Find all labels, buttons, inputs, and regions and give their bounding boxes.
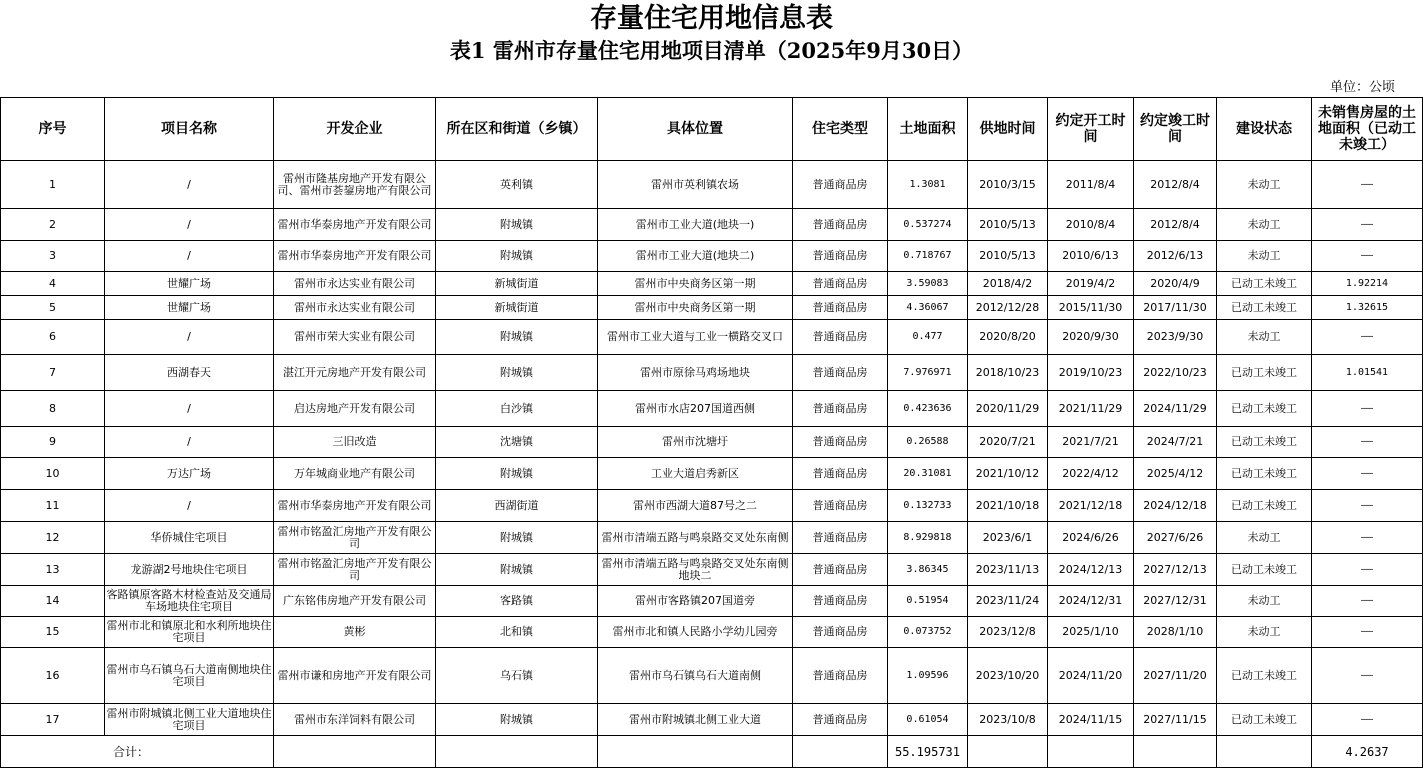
- cell-index: 17: [1, 704, 105, 736]
- cell-district: 附城镇: [436, 355, 598, 391]
- cell-status: 已动工未竣工: [1217, 490, 1312, 522]
- cell-location: 工业大道启秀新区: [598, 458, 793, 490]
- cell-housing-type: 普通商品房: [793, 391, 888, 427]
- cell-start-date: 2010/6/13: [1048, 241, 1134, 272]
- cell-unsold-area: ——: [1312, 427, 1423, 458]
- cell-district: 西湖街道: [436, 490, 598, 522]
- cell-developer: 三旧改造: [274, 427, 436, 458]
- cell-developer: 雷州市荣大实业有限公司: [274, 320, 436, 355]
- cell-location: 雷州市工业大道(地块一): [598, 209, 793, 241]
- cell-index: 13: [1, 554, 105, 586]
- cell-project-name: /: [105, 161, 274, 209]
- cell-project-name: 雷州市北和镇原北和水利所地块住宅项目: [105, 617, 274, 648]
- cell-developer: 黄彬: [274, 617, 436, 648]
- cell-district: 附城镇: [436, 209, 598, 241]
- cell-index: 15: [1, 617, 105, 648]
- cell-completion-date: 2027/12/31: [1134, 586, 1217, 617]
- cell-index: 16: [1, 648, 105, 704]
- cell-index: 7: [1, 355, 105, 391]
- cell-land-area: 0.423636: [888, 391, 968, 427]
- cell-start-date: 2024/12/13: [1048, 554, 1134, 586]
- cell-housing-type: 普通商品房: [793, 320, 888, 355]
- cell-index: 4: [1, 272, 105, 296]
- cell-district: 新城街道: [436, 296, 598, 320]
- table-row: [1, 272, 1423, 296]
- total-empty: [274, 736, 436, 768]
- cell-location: 雷州市英利镇农场: [598, 161, 793, 209]
- table-subtitle: 表1 雷州市存量住宅用地项目清单（2025年9月30日）: [449, 38, 974, 63]
- table-row: [1, 427, 1423, 458]
- cell-land-area: 0.718767: [888, 241, 968, 272]
- cell-supply-date: 2023/6/1: [968, 522, 1048, 554]
- cell-district: 附城镇: [436, 458, 598, 490]
- cell-status: 已动工未竣工: [1217, 272, 1312, 296]
- cell-index: 9: [1, 427, 105, 458]
- cell-project-name: 西湖春天: [105, 355, 274, 391]
- cell-district: 附城镇: [436, 554, 598, 586]
- cell-housing-type: 普通商品房: [793, 554, 888, 586]
- cell-status: 未动工: [1217, 161, 1312, 209]
- cell-housing-type: 普通商品房: [793, 490, 888, 522]
- total-empty: [436, 736, 598, 768]
- cell-supply-date: 2023/12/8: [968, 617, 1048, 648]
- header-developer: 开发企业: [274, 98, 436, 161]
- cell-completion-date: 2028/1/10: [1134, 617, 1217, 648]
- cell-start-date: 2021/7/21: [1048, 427, 1134, 458]
- cell-completion-date: 2024/7/21: [1134, 427, 1217, 458]
- table-row: [1, 355, 1423, 391]
- cell-land-area: 3.59083: [888, 272, 968, 296]
- total-empty: [793, 736, 888, 768]
- table-row: [1, 296, 1423, 320]
- cell-supply-date: 2018/4/2: [968, 272, 1048, 296]
- cell-project-name: 雷州市附城镇北侧工业大道地块住宅项目: [105, 704, 274, 736]
- cell-project-name: 客路镇原客路木材检查站及交通局车场地块住宅项目: [105, 586, 274, 617]
- cell-housing-type: 普通商品房: [793, 296, 888, 320]
- cell-start-date: 2024/11/20: [1048, 648, 1134, 704]
- cell-land-area: 3.86345: [888, 554, 968, 586]
- cell-developer: 雷州市华泰房地产开发有限公司: [274, 490, 436, 522]
- table-row: [1, 241, 1423, 272]
- cell-developer: 雷州市铭盈汇房地产开发有限公司: [274, 522, 436, 554]
- cell-district: 英利镇: [436, 161, 598, 209]
- total-empty: [1048, 736, 1134, 768]
- cell-completion-date: 2025/4/12: [1134, 458, 1217, 490]
- cell-developer: 万年城商业地产有限公司: [274, 458, 436, 490]
- cell-completion-date: 2027/12/13: [1134, 554, 1217, 586]
- cell-status: 未动工: [1217, 320, 1312, 355]
- cell-unsold-area: ——: [1312, 522, 1423, 554]
- cell-land-area: 1.09596: [888, 648, 968, 704]
- cell-land-area: 0.537274: [888, 209, 968, 241]
- cell-project-name: /: [105, 241, 274, 272]
- cell-unsold-area: ——: [1312, 586, 1423, 617]
- cell-developer: 雷州市隆基房地产开发有限公司、雷州市荟鋆房地产有限公司: [274, 161, 436, 209]
- header-supply-date: 供地时间: [968, 98, 1048, 161]
- table-row: [1, 320, 1423, 355]
- cell-status: 已动工未竣工: [1217, 391, 1312, 427]
- cell-status: 已动工未竣工: [1217, 427, 1312, 458]
- cell-unsold-area: ——: [1312, 209, 1423, 241]
- cell-status: 已动工未竣工: [1217, 554, 1312, 586]
- cell-developer: 雷州市华泰房地产开发有限公司: [274, 241, 436, 272]
- cell-location: 雷州市中央商务区第一期: [598, 272, 793, 296]
- cell-unsold-area: 1.32615: [1312, 296, 1423, 320]
- cell-developer: 启达房地产开发有限公司: [274, 391, 436, 427]
- cell-supply-date: 2010/5/13: [968, 209, 1048, 241]
- cell-developer: 雷州市永达实业有限公司: [274, 272, 436, 296]
- cell-index: 12: [1, 522, 105, 554]
- cell-index: 11: [1, 490, 105, 522]
- header-index: 序号: [1, 98, 105, 161]
- total-land-area: 55.195731: [888, 736, 968, 768]
- cell-district: 附城镇: [436, 704, 598, 736]
- cell-project-name: 雷州市乌石镇乌石大道南侧地块住宅项目: [105, 648, 274, 704]
- table-row: [1, 458, 1423, 490]
- table-row: [1, 391, 1423, 427]
- cell-project-name: /: [105, 320, 274, 355]
- cell-status: 未动工: [1217, 241, 1312, 272]
- cell-location: 雷州市工业大道(地块二): [598, 241, 793, 272]
- cell-completion-date: 2027/11/15: [1134, 704, 1217, 736]
- total-unsold-area: 4.2637: [1312, 736, 1423, 768]
- cell-unsold-area: ——: [1312, 617, 1423, 648]
- cell-housing-type: 普通商品房: [793, 704, 888, 736]
- cell-start-date: 2020/9/30: [1048, 320, 1134, 355]
- total-row: [1, 736, 1423, 768]
- cell-supply-date: 2021/10/12: [968, 458, 1048, 490]
- cell-start-date: 2021/11/29: [1048, 391, 1134, 427]
- cell-index: 8: [1, 391, 105, 427]
- cell-status: 已动工未竣工: [1217, 458, 1312, 490]
- cell-completion-date: 2027/6/26: [1134, 522, 1217, 554]
- cell-index: 5: [1, 296, 105, 320]
- cell-district: 北和镇: [436, 617, 598, 648]
- land-table: [0, 97, 1423, 768]
- cell-index: 6: [1, 320, 105, 355]
- cell-start-date: 2011/8/4: [1048, 161, 1134, 209]
- cell-land-area: 0.51954: [888, 586, 968, 617]
- cell-developer: 广东铭伟房地产开发有限公司: [274, 586, 436, 617]
- cell-location: 雷州市清端五路与鸣泉路交叉处东南侧: [598, 522, 793, 554]
- header-start-date: 约定开工时间: [1048, 98, 1134, 161]
- header-status: 建设状态: [1217, 98, 1312, 161]
- cell-completion-date: 2012/6/13: [1134, 241, 1217, 272]
- cell-completion-date: 2023/9/30: [1134, 320, 1217, 355]
- table-row: [1, 704, 1423, 736]
- cell-location: 雷州市工业大道与工业一横路交叉口: [598, 320, 793, 355]
- cell-land-area: 0.132733: [888, 490, 968, 522]
- cell-developer: 雷州市谦和房地产开发有限公司: [274, 648, 436, 704]
- cell-supply-date: 2023/11/24: [968, 586, 1048, 617]
- cell-supply-date: 2018/10/23: [968, 355, 1048, 391]
- table-row: [1, 617, 1423, 648]
- total-empty: [968, 736, 1048, 768]
- cell-unsold-area: ——: [1312, 490, 1423, 522]
- cell-unsold-area: ——: [1312, 648, 1423, 704]
- cell-unsold-area: ——: [1312, 391, 1423, 427]
- cell-supply-date: 2012/12/28: [968, 296, 1048, 320]
- cell-district: 沈塘镇: [436, 427, 598, 458]
- total-empty: [1217, 736, 1312, 768]
- page-title: 存量住宅用地信息表: [590, 3, 833, 34]
- cell-supply-date: 2020/8/20: [968, 320, 1048, 355]
- cell-supply-date: 2010/3/15: [968, 161, 1048, 209]
- cell-supply-date: 2010/5/13: [968, 241, 1048, 272]
- cell-project-name: /: [105, 427, 274, 458]
- cell-project-name: /: [105, 490, 274, 522]
- cell-project-name: 龙游湖2号地块住宅项目: [105, 554, 274, 586]
- cell-developer: 雷州市永达实业有限公司: [274, 296, 436, 320]
- cell-completion-date: 2024/11/29: [1134, 391, 1217, 427]
- cell-start-date: 2024/11/15: [1048, 704, 1134, 736]
- cell-housing-type: 普通商品房: [793, 241, 888, 272]
- cell-index: 10: [1, 458, 105, 490]
- cell-status: 未动工: [1217, 617, 1312, 648]
- cell-project-name: 万达广场: [105, 458, 274, 490]
- cell-land-area: 0.477: [888, 320, 968, 355]
- cell-land-area: 8.929818: [888, 522, 968, 554]
- cell-start-date: 2024/6/26: [1048, 522, 1134, 554]
- table-row: [1, 586, 1423, 617]
- cell-developer: 雷州市铭盈汇房地产开发有限公司: [274, 554, 436, 586]
- cell-start-date: 2022/4/12: [1048, 458, 1134, 490]
- cell-location: 雷州市水店207国道西侧: [598, 391, 793, 427]
- cell-completion-date: 2024/12/18: [1134, 490, 1217, 522]
- cell-start-date: 2019/4/2: [1048, 272, 1134, 296]
- header-land-area: 土地面积: [888, 98, 968, 161]
- cell-index: 1: [1, 161, 105, 209]
- cell-location: 雷州市附城镇北侧工业大道: [598, 704, 793, 736]
- cell-housing-type: 普通商品房: [793, 617, 888, 648]
- cell-housing-type: 普通商品房: [793, 209, 888, 241]
- cell-project-name: 华侨城住宅项目: [105, 522, 274, 554]
- cell-land-area: 0.26588: [888, 427, 968, 458]
- cell-developer: 雷州市东洋饲料有限公司: [274, 704, 436, 736]
- table-row: [1, 554, 1423, 586]
- cell-housing-type: 普通商品房: [793, 586, 888, 617]
- cell-location: 雷州市清端五路与鸣泉路交叉处东南侧地块二: [598, 554, 793, 586]
- header-housing-type: 住宅类型: [793, 98, 888, 161]
- cell-status: 已动工未竣工: [1217, 704, 1312, 736]
- cell-location: 雷州市乌石镇乌石大道南侧: [598, 648, 793, 704]
- cell-developer: 湛江开元房地产开发有限公司: [274, 355, 436, 391]
- cell-start-date: 2025/1/10: [1048, 617, 1134, 648]
- cell-status: 已动工未竣工: [1217, 296, 1312, 320]
- cell-supply-date: 2021/10/18: [968, 490, 1048, 522]
- cell-housing-type: 普通商品房: [793, 458, 888, 490]
- cell-land-area: 20.31081: [888, 458, 968, 490]
- cell-start-date: 2021/12/18: [1048, 490, 1134, 522]
- total-empty: [598, 736, 793, 768]
- cell-district: 附城镇: [436, 241, 598, 272]
- cell-district: 附城镇: [436, 320, 598, 355]
- table-row: [1, 490, 1423, 522]
- cell-completion-date: 2017/11/30: [1134, 296, 1217, 320]
- cell-project-name: /: [105, 209, 274, 241]
- total-empty: [1134, 736, 1217, 768]
- header-location: 具体位置: [598, 98, 793, 161]
- cell-start-date: 2015/11/30: [1048, 296, 1134, 320]
- cell-unsold-area: 1.92214: [1312, 272, 1423, 296]
- cell-district: 客路镇: [436, 586, 598, 617]
- cell-project-name: 世耀广场: [105, 296, 274, 320]
- cell-supply-date: 2023/10/8: [968, 704, 1048, 736]
- cell-district: 乌石镇: [436, 648, 598, 704]
- cell-district: 白沙镇: [436, 391, 598, 427]
- cell-housing-type: 普通商品房: [793, 427, 888, 458]
- cell-status: 未动工: [1217, 586, 1312, 617]
- cell-completion-date: 2012/8/4: [1134, 209, 1217, 241]
- cell-start-date: 2024/12/31: [1048, 586, 1134, 617]
- cell-district: 新城街道: [436, 272, 598, 296]
- cell-start-date: 2010/8/4: [1048, 209, 1134, 241]
- table-body: [1, 161, 1423, 736]
- cell-completion-date: 2020/4/9: [1134, 272, 1217, 296]
- table-row: [1, 209, 1423, 241]
- cell-developer: 雷州市华泰房地产开发有限公司: [274, 209, 436, 241]
- table-row: [1, 161, 1423, 209]
- cell-project-name: 世耀广场: [105, 272, 274, 296]
- cell-unsold-area: ——: [1312, 320, 1423, 355]
- cell-unsold-area: ——: [1312, 704, 1423, 736]
- cell-location: 雷州市原徐马鸡场地块: [598, 355, 793, 391]
- cell-unsold-area: ——: [1312, 554, 1423, 586]
- header-unsold-area: 未销售房屋的土地面积（已动工未竣工）: [1312, 98, 1423, 161]
- cell-location: 雷州市客路镇207国道旁: [598, 586, 793, 617]
- cell-status: 未动工: [1217, 209, 1312, 241]
- cell-project-name: /: [105, 391, 274, 427]
- cell-index: 3: [1, 241, 105, 272]
- cell-unsold-area: ——: [1312, 458, 1423, 490]
- cell-location: 雷州市沈塘圩: [598, 427, 793, 458]
- cell-district: 附城镇: [436, 522, 598, 554]
- cell-supply-date: 2020/11/29: [968, 391, 1048, 427]
- header-district: 所在区和街道（乡镇）: [436, 98, 598, 161]
- cell-start-date: 2019/10/23: [1048, 355, 1134, 391]
- cell-location: 雷州市西湖大道87号之二: [598, 490, 793, 522]
- cell-supply-date: 2020/7/21: [968, 427, 1048, 458]
- cell-status: 已动工未竣工: [1217, 355, 1312, 391]
- cell-status: 未动工: [1217, 522, 1312, 554]
- cell-unsold-area: ——: [1312, 241, 1423, 272]
- cell-land-area: 1.3081: [888, 161, 968, 209]
- unit-label: 单位：公顷: [1329, 80, 1395, 95]
- cell-housing-type: 普通商品房: [793, 272, 888, 296]
- cell-housing-type: 普通商品房: [793, 355, 888, 391]
- total-label: 合计：: [1, 736, 274, 768]
- cell-supply-date: 2023/11/13: [968, 554, 1048, 586]
- cell-location: 雷州市中央商务区第一期: [598, 296, 793, 320]
- header-project-name: 项目名称: [105, 98, 274, 161]
- cell-index: 14: [1, 586, 105, 617]
- cell-completion-date: 2012/8/4: [1134, 161, 1217, 209]
- cell-unsold-area: 1.01541: [1312, 355, 1423, 391]
- cell-unsold-area: ——: [1312, 161, 1423, 209]
- cell-housing-type: 普通商品房: [793, 522, 888, 554]
- cell-land-area: 0.073752: [888, 617, 968, 648]
- cell-land-area: 7.976971: [888, 355, 968, 391]
- cell-status: 已动工未竣工: [1217, 648, 1312, 704]
- cell-location: 雷州市北和镇人民路小学幼儿园旁: [598, 617, 793, 648]
- header-row: [1, 98, 1423, 161]
- cell-housing-type: 普通商品房: [793, 648, 888, 704]
- cell-supply-date: 2023/10/20: [968, 648, 1048, 704]
- cell-completion-date: 2027/11/20: [1134, 648, 1217, 704]
- cell-housing-type: 普通商品房: [793, 161, 888, 209]
- table-row: [1, 648, 1423, 704]
- cell-land-area: 0.61054: [888, 704, 968, 736]
- header-completion-date: 约定竣工时间: [1134, 98, 1217, 161]
- table-row: [1, 522, 1423, 554]
- cell-index: 2: [1, 209, 105, 241]
- cell-completion-date: 2022/10/23: [1134, 355, 1217, 391]
- cell-land-area: 4.36067: [888, 296, 968, 320]
